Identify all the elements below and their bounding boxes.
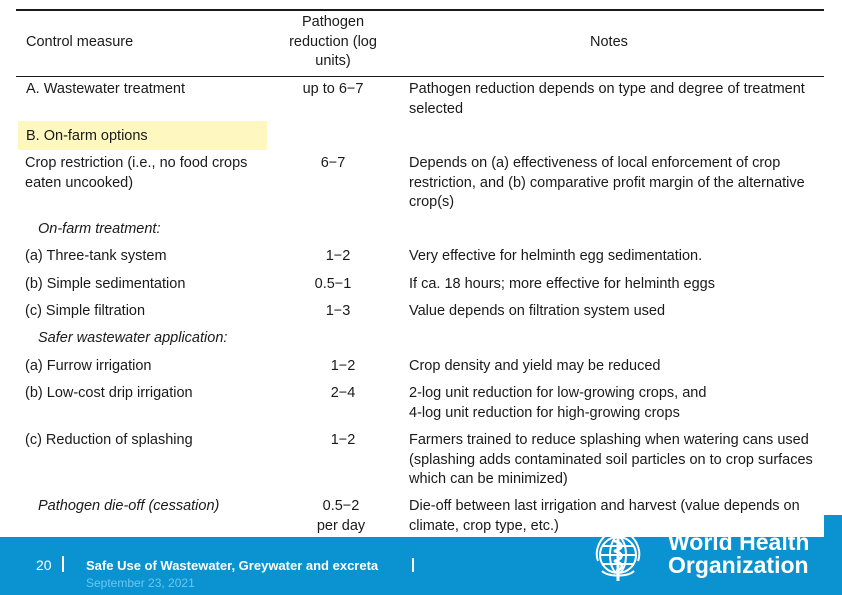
header-notes: Notes bbox=[590, 34, 628, 50]
header-pathogen-reduction: Pathogen reduction (log units) bbox=[289, 14, 377, 69]
row-wastewater-reduction: up to 6−7 bbox=[302, 81, 364, 97]
row-dieoff-measure: Pathogen die-off (cessation) bbox=[38, 498, 220, 514]
row-splashing-reduction: 1−2 bbox=[330, 432, 356, 448]
row-wastewater-measure: A. Wastewater treatment bbox=[26, 81, 186, 97]
row-wastewater-notes: Pathogen reduction depends on type and degree of treatment selected bbox=[409, 81, 805, 117]
row-furrow-reduction: 1−2 bbox=[330, 358, 356, 374]
page-divider bbox=[62, 556, 64, 572]
row-furrow-measure: (a) Furrow irrigation bbox=[25, 358, 152, 374]
who-wordmark-line1: World Health bbox=[668, 529, 810, 555]
table-header-rule bbox=[16, 76, 824, 77]
row-splashing-measure: (c) Reduction of splashing bbox=[25, 432, 193, 448]
row-sedimentation-notes: If ca. 18 hours; more effective for helminth eggs bbox=[409, 276, 716, 292]
row-three-tank-notes: Very effective for helminth egg sedimentation. bbox=[409, 248, 703, 264]
who-wordmark bbox=[668, 531, 809, 577]
row-dieoff-reduction bbox=[290, 497, 392, 536]
row-filtration-reduction: 1−3 bbox=[325, 303, 351, 319]
section-onfarm-options: B. On-farm options bbox=[26, 128, 148, 144]
page-number: 20 bbox=[36, 557, 52, 573]
row-three-tank-reduction: 1−2 bbox=[325, 248, 351, 264]
row-dieoff-reduction-unit: per day bbox=[316, 517, 366, 534]
row-dieoff-reduction-value: 0.5−2 bbox=[322, 498, 360, 514]
row-drip-notes-line1: 2-log unit reduction for low-growing crops, and bbox=[409, 385, 707, 401]
row-dieoff-notes: Die-off between last irrigation and harvest (value depends on climate, crop type, etc.) bbox=[409, 498, 800, 534]
footer-title: Safe Use of Wastewater, Greywater and excreta bbox=[86, 558, 379, 573]
section-safer-application: Safer wastewater application: bbox=[38, 330, 228, 346]
row-sedimentation-measure: (b) Simple sedimentation bbox=[25, 276, 186, 292]
row-crop-restriction-notes: Depends on (a) effectiveness of local enforcement of crop restriction, and (b) comparative profit margin of the alternative crop(s) bbox=[409, 155, 805, 210]
footer-fragment: P bbox=[388, 512, 403, 537]
row-sedimentation-reduction: 0.5−1 bbox=[314, 276, 352, 292]
row-crop-restriction-reduction: 6−7 bbox=[320, 155, 346, 171]
footer-divider bbox=[412, 558, 414, 572]
row-three-tank-measure: (a) Three-tank system bbox=[25, 248, 167, 264]
row-drip-measure: (b) Low-cost drip irrigation bbox=[25, 385, 193, 401]
section-onfarm-treatment: On-farm treatment: bbox=[38, 221, 161, 237]
row-splashing-notes: Farmers trained to reduce splashing when watering cans used (splashing adds contaminated soil particles on to crop surfaces which can be minimized) bbox=[409, 432, 813, 487]
row-furrow-notes: Crop density and yield may be reduced bbox=[409, 358, 661, 374]
row-filtration-measure: (c) Simple filtration bbox=[25, 303, 146, 319]
row-drip-reduction: 2−4 bbox=[330, 385, 356, 401]
table-top-rule bbox=[16, 9, 824, 11]
footer-date: September 23, 2021 bbox=[86, 576, 195, 590]
row-crop-restriction-measure: Crop restriction (i.e., no food crops eaten uncooked) bbox=[25, 155, 248, 191]
header-control-measure: Control measure bbox=[26, 34, 134, 50]
row-drip-notes-line2: 4-log unit reduction for high-growing crops bbox=[409, 405, 680, 421]
row-filtration-notes: Value depends on filtration system used bbox=[409, 303, 666, 319]
who-wordmark-line2: Organization bbox=[668, 552, 809, 578]
